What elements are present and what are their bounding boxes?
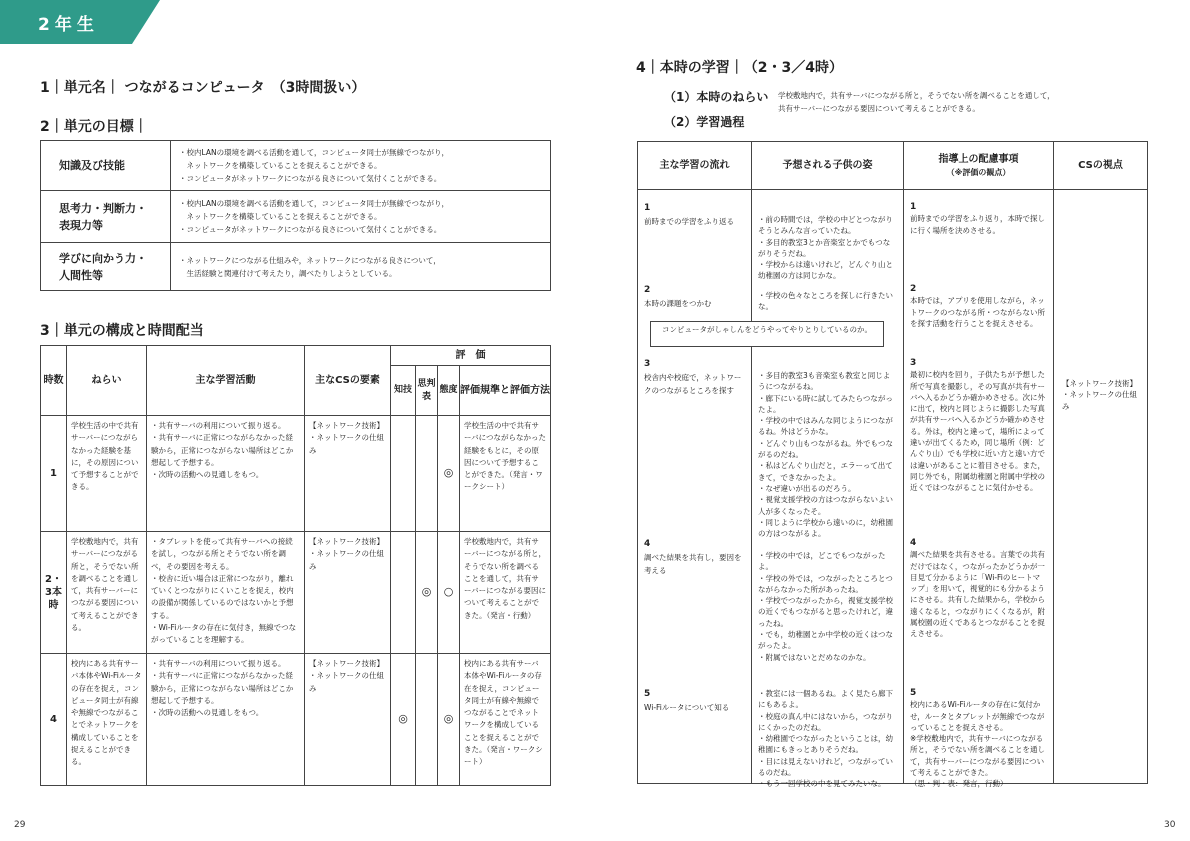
reaction-line: ・もう一回学校の中を見てみたいな。 bbox=[758, 779, 886, 789]
flow-step bbox=[638, 202, 751, 228]
lesson-process-label: （2）学習過程 bbox=[664, 115, 745, 129]
goal-line: ・校内LANの環境を調べる活動を通して，コンピュータ同士が無線でつながり， bbox=[179, 199, 449, 208]
criteria-cell: 校内にある共有サーバ本体やWi-Fiルータの存在を捉え，コンピュータ同士が有線や無線でつながることでネットワークを構成していることを捉えることができた。（発言・ワークシート） bbox=[460, 654, 551, 786]
goal-label bbox=[41, 191, 171, 243]
mark-tai: ◎ bbox=[438, 416, 460, 532]
goal-row bbox=[41, 191, 551, 243]
flow-step bbox=[638, 358, 751, 397]
guide-step-num: 1 bbox=[910, 202, 917, 212]
reaction-line: ・学校からは遠いけれど，どんぐり山と幼稚園の方は同じかな。 bbox=[758, 260, 893, 281]
guide-step bbox=[904, 688, 1053, 790]
unit-structure-title: 3｜単元の構成と時間配当 bbox=[40, 323, 204, 339]
reaction-line: ・学校でつながったから，視覚支援学校の近くでもつながると思ったけれど，違ったね。 bbox=[758, 596, 893, 628]
flow-step-num: 1 bbox=[644, 203, 651, 213]
flow-column bbox=[638, 190, 752, 784]
col-activity: 主な学習活動 bbox=[147, 346, 305, 416]
goal-line: ・コンピュータがネットワークにつながる良さについて気付くことができる。 bbox=[179, 174, 442, 183]
flow-step-num: 3 bbox=[644, 359, 651, 369]
table-row bbox=[41, 654, 551, 786]
cs-cell bbox=[305, 654, 391, 786]
goal-text bbox=[171, 141, 551, 191]
unit-name-title: 1｜単元名｜ つながるコンピュータ （3時間扱い） bbox=[40, 80, 366, 96]
reaction-line: ・学校の中では，どこでもつながったよ。 bbox=[758, 551, 886, 572]
reaction-line: ・でも，幼稚園とか中学校の近くはつながったよ。 bbox=[758, 630, 893, 651]
goal-row bbox=[41, 141, 551, 191]
col-cs: 主なCSの要素 bbox=[305, 346, 391, 416]
col-criteria: 評価規準と評価方法 bbox=[460, 366, 551, 416]
guide-step bbox=[904, 538, 1053, 640]
reaction-line: ・幼稚園でつながったということは，幼稚園にもきっとありそうだね。 bbox=[758, 734, 893, 755]
reaction-line: ・教室には一個あるね。よく見たら廊下にもあるよ。 bbox=[758, 689, 893, 710]
reaction-line: ・どんぐり山もつながるね。外でもつながるのだね。 bbox=[758, 438, 893, 460]
guide-line: 調べた結果を共有させる。言葉での共有だけではなく，つながったかどうかが一目見て分かるように「Wi-Fiのヒートマップ」を用いて，視覚的にも分かるようにさせる。共有した結果から，学校から遠くなると，つながりにくくなるが，附属校園の近くであるとつながることを捉えさせる。 bbox=[910, 550, 1045, 639]
mark-chi bbox=[391, 532, 416, 654]
goal-label bbox=[41, 243, 171, 291]
grade-label: 2年生 bbox=[38, 15, 99, 35]
guide-step-num: 2 bbox=[910, 284, 917, 294]
reaction-line: ・学校の外では，つながったところとつながらなかった所があったね。 bbox=[758, 573, 893, 594]
goal-line: ネットワークを構築していることを捉えることができる。 bbox=[179, 212, 382, 221]
reaction-line: ・視覚支援学校の方はつながらないよい人が多くなったそ。 bbox=[758, 495, 893, 516]
table-row bbox=[41, 416, 551, 532]
reaction-line: ・目には見えないけれど，つながっているのだね。 bbox=[758, 756, 893, 778]
criteria-cell: 学校生活の中で共有サーバにつながらなかった経験をもとに，その原因について予想することができた。（発言・ワークシート） bbox=[460, 416, 551, 532]
page-number-left: 29 bbox=[14, 820, 26, 830]
table-row bbox=[41, 532, 551, 654]
cs-cell bbox=[305, 532, 391, 654]
guide-line: 最初に校内を回り，子供たちが予想した所で写真を撮影し，その写真が共有サーバへ入るかどうか確かめさせる。次に外に出て，校内と同じように撮影した写真が共有サーバへ入るかどうか確かめさせる。外は，校内と違って，場所によって違いが出てくるため，同じ場所（例：どんぐり山）でも学校に近い方と遠い方では違いがあることに着目させる。また，同じ外でも，附属幼稚園と附属中学校の近くではつながることに気付かせる。 bbox=[910, 370, 1045, 493]
flow-step-num: 5 bbox=[644, 689, 651, 699]
guide-step bbox=[904, 202, 1053, 236]
aim-cell: 校内にある共有サーバ本体やWi-Fiルータの存在を捉え，コンピュータ同士が有線や無線でつながることでネットワークを構成していることを捉えることができる。 bbox=[67, 654, 147, 786]
reaction-line: ・多目的教室3も音楽室も教室と同じようにつながるね。 bbox=[758, 371, 891, 392]
lesson-title: 4｜本時の学習｜（2・3／4時） bbox=[636, 60, 843, 76]
col-hour: 時数 bbox=[41, 346, 67, 416]
mark-shi: ◎ bbox=[416, 532, 438, 654]
goal-text bbox=[171, 243, 551, 291]
flow-step-text: 本時の課題をつかむ bbox=[644, 299, 712, 308]
reaction-step bbox=[752, 290, 903, 313]
hour-cell: 4 bbox=[41, 654, 67, 786]
reaction-line: ・同じように学校から遠いのに，幼稚園の方はつながるよ。 bbox=[758, 517, 893, 539]
grade-tab bbox=[0, 0, 160, 44]
col-cs: CSの視点 bbox=[1054, 142, 1148, 190]
reaction-line: ・私はどんぐり山だと，エラーって出てきて，できなかったよ。 bbox=[758, 461, 893, 482]
flow-step-text: 前時までの学習をふり返る bbox=[644, 217, 734, 226]
activity-line: ・共有サーバの利用について振り返る。 bbox=[151, 421, 286, 430]
goal-label-line: 表現力等 bbox=[59, 218, 103, 232]
guide-step bbox=[904, 358, 1053, 494]
cs-line: ・ネットワークの仕組み bbox=[1062, 390, 1137, 411]
reaction-line: ・学校の色々なところを探しに行きたいな。 bbox=[758, 291, 893, 312]
lesson-aim-line: 共有サーバーにつながる要因について考えることができる。 bbox=[778, 104, 980, 113]
col-guide-sub: （※評価の観点） bbox=[946, 167, 1011, 177]
col-eval: 評 価 bbox=[391, 346, 551, 366]
reaction-column bbox=[752, 190, 904, 789]
activity-cell bbox=[147, 654, 305, 786]
reaction-step bbox=[752, 370, 903, 539]
reaction-step bbox=[752, 688, 903, 790]
lesson-table bbox=[637, 141, 1148, 789]
guide-line: （思・判・表：発言，行動） bbox=[910, 779, 1008, 789]
flow-step-num: 2 bbox=[644, 285, 651, 295]
goal-label-line: 学びに向かう力・ bbox=[59, 251, 147, 265]
goal-text bbox=[171, 191, 551, 243]
guide-line: ※学校敷地内で，共有サーバにつながる所と，そうでない所を調べることを通して，共有サーバーにつながる要因について考えることができた。 bbox=[910, 734, 1045, 778]
guide-column bbox=[904, 190, 1054, 789]
reaction-line: ・学校の中ではみんな同じようにつながるね。外はどうかな。 bbox=[758, 416, 893, 437]
cs-cell bbox=[305, 416, 391, 532]
unit-structure-table bbox=[40, 345, 551, 786]
goal-line: ・校内LANの環境を調べる活動を通して，コンピュータ同士が無線でつながり， bbox=[179, 148, 449, 157]
col-flow: 主な学習の流れ bbox=[638, 142, 752, 190]
cs-line: 【ネットワーク技術】 bbox=[309, 421, 384, 430]
activity-line: ・共有サーバに正常につながらなかった経験から，正常につながらない場所はどこか想起して予想する。 bbox=[151, 671, 294, 705]
flow-step-text: Wi-Fiルータについて知る bbox=[644, 703, 730, 712]
activity-line: ・タブレットを使って共有サーバへの接続を試し，つながる所とそうでない所を調べ，その要因を考える。 bbox=[151, 537, 293, 571]
reaction-line: ・なぜ違いが出るのだろう。 bbox=[758, 483, 856, 493]
cs-step bbox=[1054, 378, 1147, 412]
goal-line: ネットワークを構築していることを捉えることができる。 bbox=[179, 161, 382, 170]
reaction-line: ・多目的教室3とか音楽室とかでもつながりそうだね。 bbox=[758, 237, 891, 258]
reaction-line: ・前の時間では，学校の中どとつながりそうとみんな言っていたね。 bbox=[758, 215, 893, 236]
mark-tai: ○ bbox=[438, 532, 460, 654]
activity-cell bbox=[147, 416, 305, 532]
flow-step-num: 4 bbox=[644, 539, 651, 549]
mark-tai: ◎ bbox=[438, 654, 460, 786]
lesson-aim-text bbox=[778, 89, 1055, 115]
cs-line: ・ネットワークの仕組み bbox=[309, 549, 384, 571]
cs-line: 【ネットワーク技術】 bbox=[309, 659, 384, 668]
col-shi: 思判表 bbox=[416, 366, 438, 416]
unit-goals-table bbox=[40, 140, 551, 291]
mark-shi bbox=[416, 654, 438, 786]
goal-line: 生活経験と関連付けて考えたり，調べたりしようとしている。 bbox=[179, 268, 397, 278]
flow-step bbox=[638, 284, 751, 310]
cs-column bbox=[1054, 190, 1148, 784]
goal-label: 知識及び技能 bbox=[41, 141, 171, 191]
guide-step-num: 3 bbox=[910, 358, 917, 368]
reaction-line: ・校庭の真ん中にはないから，つながりにくかったのだね。 bbox=[758, 711, 893, 732]
guide-line: 本時では，アプリを使用しながら，ネットワークのつながる所・つながらない所を探す活動を行うことを捉えさせる。 bbox=[910, 296, 1045, 328]
col-tai: 態度 bbox=[438, 366, 460, 416]
hour-cell: 1 bbox=[41, 416, 67, 532]
guide-line: 校内にあるWi-Fiルータの存在に気付かせ，ルータとタブレットが無線でつながっていることを捉えさせる。 bbox=[910, 700, 1045, 732]
col-guide-label: 指導上の配慮事項 bbox=[938, 153, 1019, 165]
cs-line: ・ネットワークの仕組み bbox=[309, 433, 384, 455]
reaction-line: ・附属ではないとだめなのかな。 bbox=[758, 652, 871, 662]
flow-step-text: 校舎内や校庭で，ネットワークのつながるところを探す bbox=[644, 373, 742, 395]
page-number-right: 30 bbox=[1164, 820, 1176, 830]
reaction-step bbox=[752, 214, 903, 282]
activity-line: ・Wi-Fiルータの存在に気付き，無線でつながっていることを理解する。 bbox=[151, 623, 297, 645]
activity-cell bbox=[147, 532, 305, 654]
goal-line: ・ネットワークにつながる仕組みや，ネットワークにつながる良さについて， bbox=[179, 255, 441, 265]
flow-step bbox=[638, 538, 751, 577]
flow-step bbox=[638, 688, 751, 714]
col-aim: ねらい bbox=[67, 346, 147, 416]
goal-label-line: 人間性等 bbox=[59, 268, 103, 282]
guide-step-num: 4 bbox=[910, 538, 917, 548]
guide-line: 前時までの学習をふり返り，本時で探しに行く場所を決めさせる。 bbox=[910, 214, 1045, 235]
cs-line: 【ネットワーク技術】 bbox=[309, 537, 384, 546]
mark-chi: ◎ bbox=[391, 654, 416, 786]
guide-step bbox=[904, 284, 1053, 329]
aim-cell: 学校敷地内で，共有サーバーにつながる所と，そうでない所を調べることを通して，共有サーバーにつながる要因について考えることができる。 bbox=[67, 532, 147, 654]
lesson-aim-line: 学校敷地内で，共有サーバにつながる所と，そうでない所を調べることを通して， bbox=[778, 91, 1055, 100]
reaction-step bbox=[752, 550, 903, 663]
activity-line: ・共有サーバに正常につながらなかった経験から，正常につながらない場所はどこか想起して予想する。 bbox=[151, 433, 294, 467]
col-chi: 知技 bbox=[391, 366, 416, 416]
guide-step-num: 5 bbox=[910, 688, 917, 698]
cs-line: ・ネットワークの仕組み bbox=[309, 671, 384, 693]
activity-line: ・次時の活動への見通しをもつ。 bbox=[151, 470, 264, 480]
activity-line: ・共有サーバの利用について振り返る。 bbox=[151, 659, 286, 668]
aim-cell: 学校生活の中で共有サーバーにつながらなかった経験を基に，その原因について予想することができる。 bbox=[67, 416, 147, 532]
cs-line: 【ネットワーク技術】 bbox=[1062, 379, 1137, 388]
activity-line: ・次時の活動への見通しをもつ。 bbox=[151, 708, 264, 718]
mark-shi bbox=[416, 416, 438, 532]
flow-step-text: 調べた結果を共有し，要因を考える bbox=[644, 553, 742, 575]
lesson-aim-label: （1）本時のねらい bbox=[664, 90, 769, 104]
lesson-callout: コンピュータがしゃしんをどうやってやりとりしているのか。 bbox=[650, 321, 884, 347]
goal-line: ・コンピュータがネットワークにつながる良さについて気付くことができる。 bbox=[179, 225, 442, 234]
unit-goals-title: 2｜単元の目標｜ bbox=[40, 119, 148, 135]
activity-line: ・校舎に近い場合は正常につながり，離れていくとつながりにくいことを捉え，校内の設備が関係しているのではないかと予想する。 bbox=[151, 573, 294, 620]
col-reaction: 予想される子供の姿 bbox=[752, 142, 904, 190]
hour-cell: 2・3本時 bbox=[41, 532, 67, 654]
mark-chi bbox=[391, 416, 416, 532]
goal-row bbox=[41, 243, 551, 291]
col-guide bbox=[904, 142, 1054, 190]
reaction-line: ・廊下にいる時に試してみたらつながったよ。 bbox=[758, 393, 893, 414]
criteria-cell: 学校敷地内で，共有サーバーにつながる所と，そうでない所を調べることを通して，共有サーバーにつながる要因について考えることができた。（発言・行動） bbox=[460, 532, 551, 654]
goal-label-line: 思考力・判断力・ bbox=[59, 201, 147, 215]
